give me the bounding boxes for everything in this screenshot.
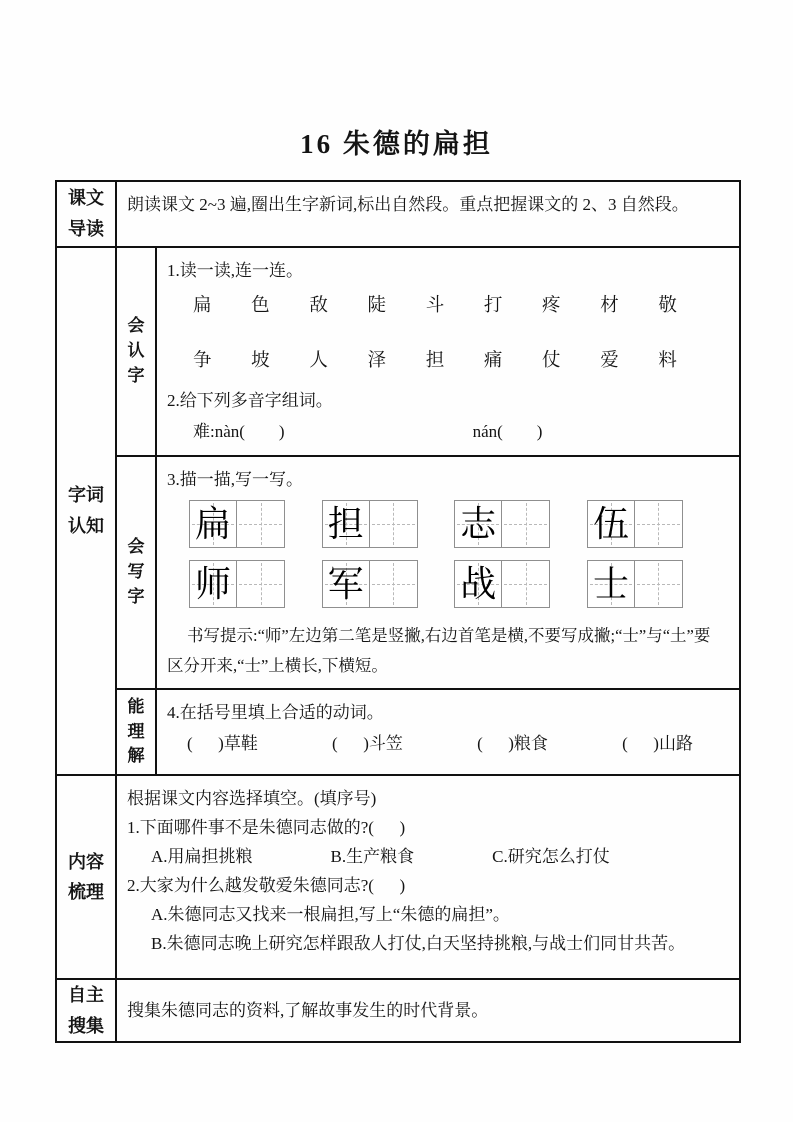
grid-cell-char: [587, 500, 635, 548]
row-self-collect-header: [57, 980, 117, 1041]
word-knowledge-body: [117, 248, 739, 774]
write-char: 担: [327, 504, 364, 545]
verb-blank: ( )山路: [622, 734, 693, 754]
match-chars-row-1: [167, 291, 727, 322]
grid-cell-char: [454, 500, 502, 548]
section-comprehension: [117, 690, 739, 774]
exercise-1-title: 1.读一读,连一连。: [167, 261, 303, 280]
write-grid-group: [322, 560, 418, 608]
write-grid-group: [587, 560, 683, 608]
section-recognize-header: [117, 248, 157, 455]
section-recognize-label: 会认字: [127, 316, 145, 385]
match-char: 敌: [309, 295, 328, 316]
write-char: 志: [460, 504, 497, 545]
row-word-knowledge: [57, 248, 739, 776]
section-comprehension-content: [157, 690, 739, 774]
write-grid-row-2: [167, 560, 727, 608]
write-grid-group: [454, 560, 550, 608]
write-grid-group: [587, 500, 683, 548]
row-content-outline: [57, 776, 739, 980]
section-write-header: [117, 457, 157, 689]
section-write-chars: [117, 457, 739, 691]
grid-cell-char: [189, 560, 237, 608]
write-char: 师: [194, 564, 231, 605]
grid-cell-char: [454, 560, 502, 608]
write-char: 战: [460, 564, 497, 605]
match-char: 材: [600, 295, 619, 316]
exercise-3-title: 3.描一描,写一写。: [167, 469, 303, 489]
match-char: 仗: [542, 351, 561, 372]
row-self-collect-label: 自主搜集: [68, 985, 104, 1036]
grid-cell-empty: [502, 560, 550, 608]
write-grid-group: [189, 500, 285, 548]
row-content-outline-header: [57, 776, 117, 978]
grid-cell-char: [189, 500, 237, 548]
exercise-2-title: 2.给下列多音字组词。: [167, 390, 333, 410]
write-grid-group: [322, 500, 418, 548]
match-char: 色: [251, 295, 270, 316]
grid-cell-empty: [237, 500, 285, 548]
self-collect-text: 搜集朱德同志的资料,了解故事发生的时代背景。: [127, 1000, 489, 1020]
option-b: B.生产粮食: [330, 846, 415, 866]
polyphone-blank-nan2: nán( ): [472, 421, 543, 441]
content-outline-body: [117, 776, 739, 978]
verb-blank: ( )斗笠: [332, 734, 403, 754]
match-char: 敬: [658, 295, 677, 316]
question-2: 2.大家为什么越发敬爱朱德同志?( ): [127, 875, 406, 895]
match-char: 陡: [367, 295, 387, 316]
write-grid-group: [454, 500, 550, 548]
grid-cell-char: [587, 560, 635, 608]
section-recognize-content: [157, 248, 739, 455]
section-comprehension-label: 能理解: [127, 697, 145, 766]
grid-cell-empty: [635, 560, 683, 608]
exercise-4-title: 4.在括号里填上合适的动词。: [167, 703, 384, 723]
match-char: 争: [193, 351, 212, 372]
grid-cell-char: [322, 560, 370, 608]
match-char: 料: [658, 351, 677, 372]
match-char: 坡: [251, 351, 270, 372]
write-char: 士: [592, 564, 629, 605]
row-reading-guide: [57, 182, 739, 248]
option-c: C.研究怎么打仗: [492, 846, 610, 866]
match-char: 泽: [367, 351, 387, 372]
grid-cell-empty: [502, 500, 550, 548]
question-2-option-b: B.朱德同志晚上研究怎样跟敌人打仗,白天坚持挑粮,与战士们同甘共苦。: [151, 933, 686, 953]
section-recognize-chars: [117, 248, 739, 457]
match-char: 爱: [600, 351, 619, 372]
grid-cell-empty: [635, 500, 683, 548]
section-comprehension-header: [117, 690, 157, 774]
match-char: 疼: [542, 295, 561, 316]
write-grid-group: [189, 560, 285, 608]
write-char: 扁: [194, 504, 231, 545]
write-char: 军: [327, 564, 364, 605]
row-word-knowledge-header: [57, 248, 117, 774]
row-self-collect: [57, 980, 739, 1041]
row-reading-guide-header: [57, 182, 117, 246]
write-grid-row-1: [167, 500, 727, 548]
row-word-knowledge-label: 字词认知: [68, 485, 104, 537]
section-write-content: [157, 457, 739, 689]
reading-guide-text: 朗读课文 2~3 遍,圈出生字新词,标出自然段。重点把握课文的 2、3 自然段。: [127, 195, 689, 214]
outline-intro: 根据课文内容选择填空。(填序号): [127, 789, 377, 809]
match-char: 扁: [193, 295, 212, 316]
row-content-outline-label: 内容梳理: [68, 851, 104, 903]
match-char: 打: [483, 295, 503, 316]
match-chars-row-2: [167, 346, 727, 377]
verb-blank: ( )粮食: [477, 734, 548, 754]
page-title: 16 朱德的扁担: [300, 129, 493, 159]
worksheet-table: [55, 180, 741, 1043]
writing-tip: 书写提示:“师”左边第二笔是竖撇,右边首笔是横,不要写成撇;“士”与“土”要区分开来,“士”上横长,下横短。: [167, 626, 711, 675]
write-char: 伍: [592, 504, 629, 545]
question-1: 1.下面哪件事不是朱德同志做的?( ): [127, 818, 406, 838]
verb-blank: ( )草鞋: [187, 734, 258, 754]
match-char: 担: [425, 351, 445, 372]
question-1-options: [127, 843, 727, 872]
match-char: 人: [309, 351, 328, 372]
polyphone-line: [167, 418, 727, 447]
match-char: 斗: [425, 295, 445, 316]
verb-blanks-row: [167, 728, 727, 759]
row-reading-guide-label: 课文导读: [68, 188, 104, 239]
question-2-option-a: A.朱德同志又找来一根扁担,写上“朱德的扁担”。: [151, 904, 510, 924]
grid-cell-empty: [370, 500, 418, 548]
option-a: A.用扁担挑粮: [151, 846, 253, 866]
match-char: 痛: [483, 351, 503, 372]
section-write-label: 会写字: [127, 537, 145, 606]
grid-cell-empty: [237, 560, 285, 608]
grid-cell-char: [322, 500, 370, 548]
grid-cell-empty: [370, 560, 418, 608]
polyphone-blank-nan4: 难:nàn( ): [193, 421, 285, 441]
